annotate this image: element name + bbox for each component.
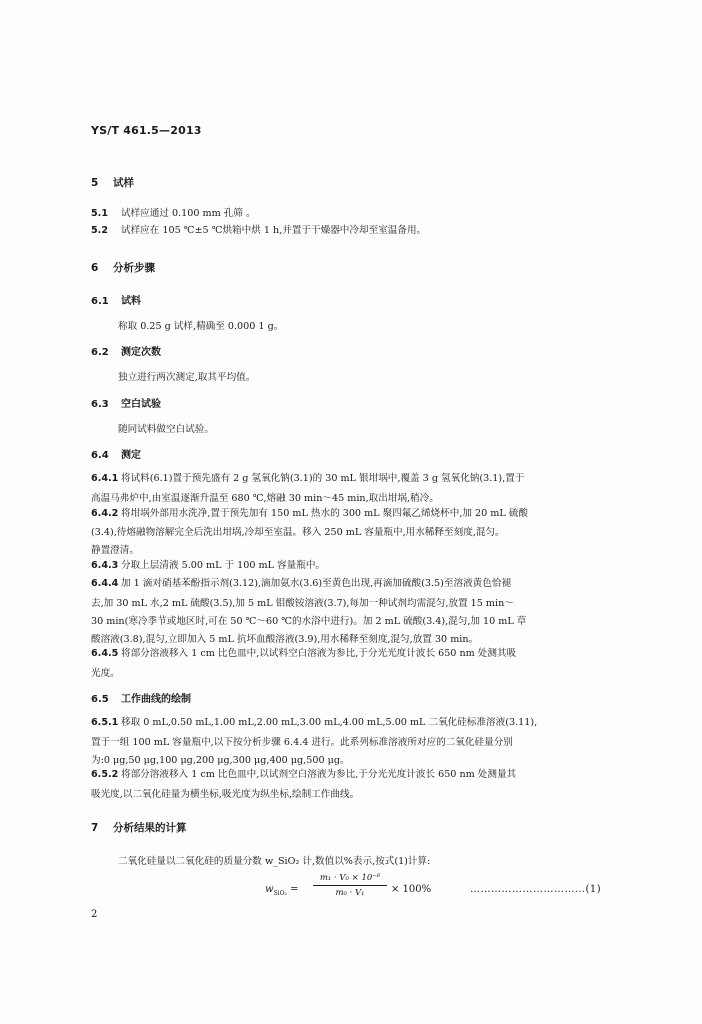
clause-text: 将部分溶液移入 1 cm 比色皿中,以试料空白溶液为参比,于分光光度计波长 650 nm 处测其吸 bbox=[121, 648, 517, 659]
clause-6-4-1-line-2: 高温马弗炉中,由室温逐渐升温至 680 ℃,熔融 30 min～45 min,取出坩埚,稍冷。 bbox=[91, 493, 439, 504]
section-number: 6.3 bbox=[91, 399, 109, 410]
section-6-3-body: 随同试料做空白试验。 bbox=[118, 424, 214, 435]
clause-number: 6.4.2 bbox=[91, 508, 119, 519]
formula-lhs bbox=[265, 884, 298, 897]
section-7-intro: 二氧化硅量以二氧化硅的质量分数 w_SiO₂ 计,数值以%表示,按式(1)计算: bbox=[118, 856, 431, 867]
formula-number: ……………………………(1) bbox=[470, 884, 602, 895]
clause-text: 试样应通过 0.100 mm 孔筛 。 bbox=[121, 208, 256, 219]
section-title: 试样 bbox=[113, 177, 134, 189]
formula-subscript: SiO₂ bbox=[273, 890, 287, 897]
clause-6-5-1-line-3: 为:0 μg,50 μg,100 μg,200 μg,300 μg,400 μg,500 μg。 bbox=[91, 755, 350, 766]
section-6-2-body: 独立进行两次测定,取其平均值。 bbox=[118, 372, 256, 383]
section-title: 工作曲线的绘制 bbox=[121, 694, 191, 705]
section-number: 6.1 bbox=[91, 296, 109, 307]
clause-6-4-2-line-1 bbox=[91, 505, 611, 523]
formula-variable: w bbox=[265, 884, 274, 895]
clause-6-4-2-line-3: 静置澄清。 bbox=[91, 545, 139, 556]
clause-number: 5.1 bbox=[91, 208, 108, 219]
clause-6-4-2-line-2: (3.4),待熔融物溶解完全后洗出坩埚,冷却至室温。移入 250 mL 容量瓶中,用水稀释至刻度,混匀。 bbox=[91, 527, 505, 538]
clause-number: 6.4.4 bbox=[91, 578, 119, 589]
section-number: 6.5 bbox=[91, 694, 109, 705]
clause-text: 将坩埚外部用水洗净,置于预先加有 150 mL 热水的 300 mL 聚四氟乙烯烧杯中,加 20 mL 硫酸 bbox=[121, 508, 528, 519]
section-title: 测定 bbox=[121, 450, 141, 461]
clause-6-5-2-line-1 bbox=[91, 766, 611, 784]
clause-6-4-3-line-1 bbox=[91, 557, 611, 575]
section-6-1-body: 称取 0.25 g 试样,精确至 0.000 1 g。 bbox=[118, 321, 284, 332]
section-number: 6.2 bbox=[91, 347, 109, 358]
clause-number: 6.4.3 bbox=[91, 560, 119, 571]
section-6-heading bbox=[91, 260, 155, 275]
section-title: 试料 bbox=[121, 296, 141, 307]
section-number: 6.4 bbox=[91, 450, 109, 461]
formula-denominator: m₀ · V₁ bbox=[335, 888, 365, 898]
section-6-3-heading bbox=[91, 395, 161, 410]
clause-number: 6.4.1 bbox=[91, 473, 119, 484]
section-7-heading bbox=[91, 820, 187, 835]
clause-6-5-1-line-2: 置于一组 100 mL 容量瓶中,以下按分析步骤 6.4.4 进行。此系列标准溶液所对应的二氧化硅量分别 bbox=[91, 737, 513, 748]
formula-numerator: m₁ · V₀ × 10⁻⁶ bbox=[313, 873, 387, 886]
section-5-heading bbox=[91, 175, 134, 190]
section-6-4-heading bbox=[91, 446, 141, 461]
clause-6-4-4-line-4: 酸溶液(3.8),混匀,立即加入 5 mL 抗坏血酸溶液(3.9),用水稀释至刻度,混匀,放置 30 min。 bbox=[91, 634, 479, 645]
section-title: 测定次数 bbox=[121, 347, 161, 358]
clause-text: 加 1 滴对硝基苯酚指示剂(3.12),滴加氨水(3.6)至黄色出现,再滴加硫酸(3.5)至溶液黄色恰褪 bbox=[121, 578, 512, 589]
clause-5-1 bbox=[91, 205, 611, 223]
clause-6-4-4-line-2: 去,加 30 mL 水,2 mL 硫酸(3.5),加 5 mL 钼酸铵溶液(3.7),每加一种试剂均需混匀,放置 15 min～ bbox=[91, 598, 514, 609]
clause-text: 试样应在 105 ℃±5 ℃烘箱中烘 1 h,并置于干燥器中冷却至室温备用。 bbox=[121, 225, 427, 236]
clause-number: 6.5.2 bbox=[91, 769, 119, 780]
formula-multiplier: × 100% bbox=[391, 884, 432, 895]
formula-1 bbox=[265, 873, 625, 913]
clause-6-4-5-line-1 bbox=[91, 645, 611, 663]
clause-number: 5.2 bbox=[91, 225, 108, 236]
clause-6-4-5-line-2: 光度。 bbox=[91, 668, 120, 679]
section-6-2-heading bbox=[91, 343, 161, 358]
page-number: 2 bbox=[91, 909, 98, 920]
clause-number: 6.5.1 bbox=[91, 717, 119, 728]
section-number: 5 bbox=[91, 177, 99, 189]
clause-text: 分取上层清液 5.00 mL 于 100 mL 容量瓶中。 bbox=[121, 560, 326, 571]
clause-5-2 bbox=[91, 222, 611, 240]
clause-text: 移取 0 mL,0.50 mL,1.00 mL,2.00 mL,3.00 mL,4.00 mL,5.00 mL 二氧化硅标准溶液(3.11), bbox=[121, 717, 538, 728]
section-number: 6 bbox=[91, 262, 99, 274]
section-title: 分析结果的计算 bbox=[113, 822, 187, 834]
section-title: 空白试验 bbox=[121, 399, 161, 410]
formula-equals: = bbox=[286, 884, 299, 895]
clause-6-4-4-line-3: 30 min(寒冷季节或地区时,可在 50 ℃～60 ℃的水浴中进行)。加 2 mL 硫酸(3.4),混匀,加 10 mL 草 bbox=[91, 616, 527, 627]
clause-6-5-1-line-1 bbox=[91, 714, 611, 732]
standard-code: YS/T 461.5—2013 bbox=[91, 124, 202, 137]
clause-text: 将部分溶液移入 1 cm 比色皿中,以试剂空白溶液为参比,于分光光度计波长 650 nm 处测量其 bbox=[121, 769, 517, 780]
clause-number: 6.4.5 bbox=[91, 648, 119, 659]
section-6-5-heading bbox=[91, 690, 191, 705]
section-number: 7 bbox=[91, 822, 99, 834]
clause-6-5-2-line-2: 吸光度,以二氧化硅量为横坐标,吸光度为纵坐标,绘制工作曲线。 bbox=[91, 789, 360, 800]
clause-text: 将试料(6.1)置于预先盛有 2 g 氢氧化钠(3.1)的 30 mL 银坩埚中,覆盖 3 g 氢氧化钠(3.1),置于 bbox=[121, 473, 525, 484]
section-6-1-heading bbox=[91, 292, 141, 307]
clause-6-4-4-line-1 bbox=[91, 575, 611, 593]
clause-6-4-1-line-1 bbox=[91, 470, 611, 488]
formula-fraction bbox=[313, 873, 387, 898]
section-title: 分析步骤 bbox=[113, 262, 155, 274]
